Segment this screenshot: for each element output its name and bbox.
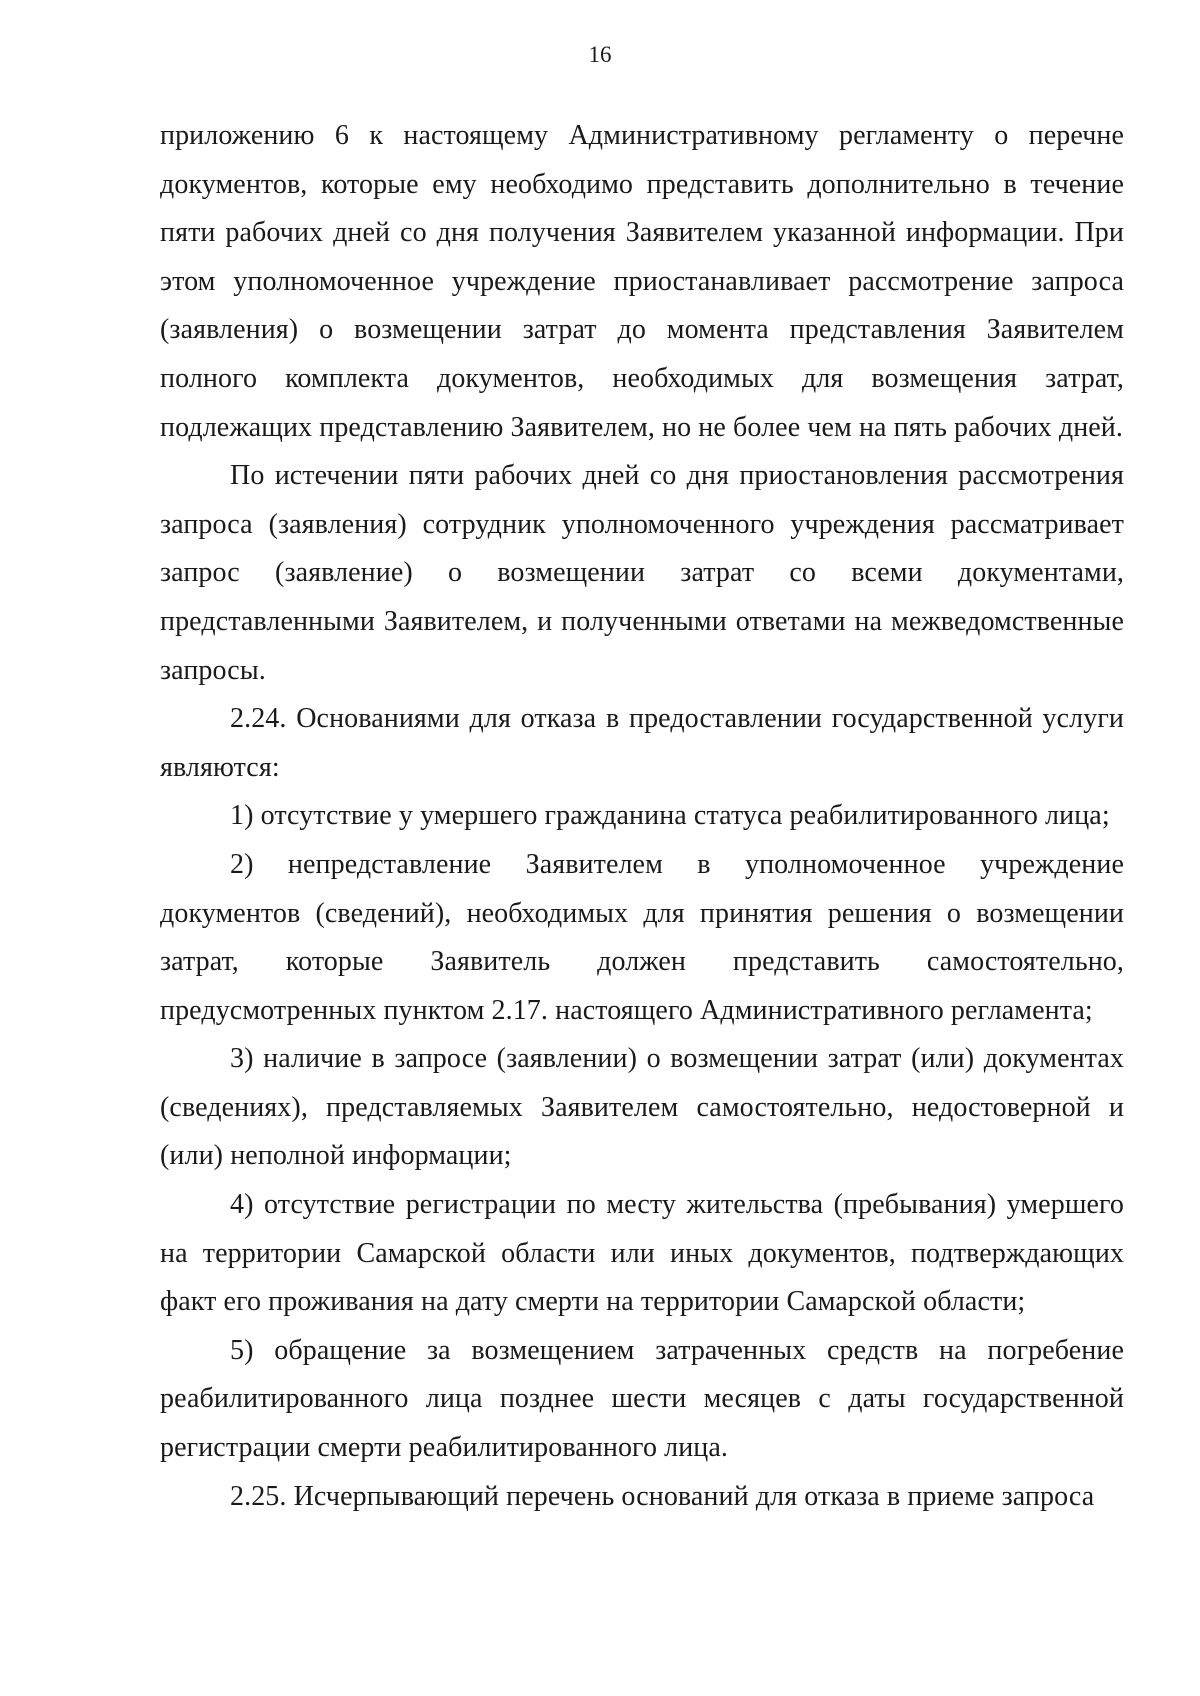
section-2-25-heading: 2.25. Исчерпывающий перечень оснований для отказа в приеме запроса (230, 1480, 1095, 1512)
page-number: 16 (588, 42, 612, 67)
refusal-ground-5: 5) обращение за возмещением затраченных средств на погребение реабилитированного лица позднее шести месяцев с даты государственной регистрации смерти реабилитированного лица. (160, 1334, 1124, 1464)
section-2-24-heading: 2.24. Основаниями для отказа в предоставлении государственной услуги являются: (160, 703, 1124, 783)
refusal-ground-2: 2) непредставление Заявителем в уполномоченное учреждение документов (сведений), необходимых для принятия решения о возмещении затрат, которые Заявитель должен представить самостоятельно, предусмотренных пунктом 2.17. настоящего Административного регламента; (160, 848, 1124, 1026)
document-body (160, 112, 1124, 1521)
paragraph-continuation: приложению 6 к настоящему Административному регламенту о перечне документов, которые ему необходимо представить дополнительно в течение пяти рабочих дней со дня получения Заявителем указанной информации. При этом уполномоченное учреждение приостанавливает рассмотрение запроса (заявления) о возмещении затрат до момента представления Заявителем полного комплекта документов, необходимых для возмещения затрат, подлежащих представлению Заявителем, но не более чем на пять рабочих дней. (160, 120, 1124, 443)
paragraph-after-five-days: По истечении пяти рабочих дней со дня приостановления рассмотрения запроса (заявления) сотрудник уполномоченного учреждения рассматривает запрос (заявление) о возмещении затрат со всеми документами, представленными Заявителем, и полученными ответами на межведомственные запросы. (160, 460, 1124, 686)
refusal-ground-3: 3) наличие в запросе (заявлении) о возмещении затрат (или) документах (сведениях), представляемых Заявителем самостоятельно, недостоверной и (или) неполной информации; (160, 1043, 1124, 1172)
refusal-ground-1: 1) отсутствие у умершего гражданина статуса реабилитированного лица; (230, 800, 1110, 832)
refusal-ground-4: 4) отсутствие регистрации по месту жительства (пребывания) умершего на территории Самарской области или иных документов, подтверждающих факт его проживания на дату смерти на территории Самарской области; (160, 1189, 1124, 1318)
